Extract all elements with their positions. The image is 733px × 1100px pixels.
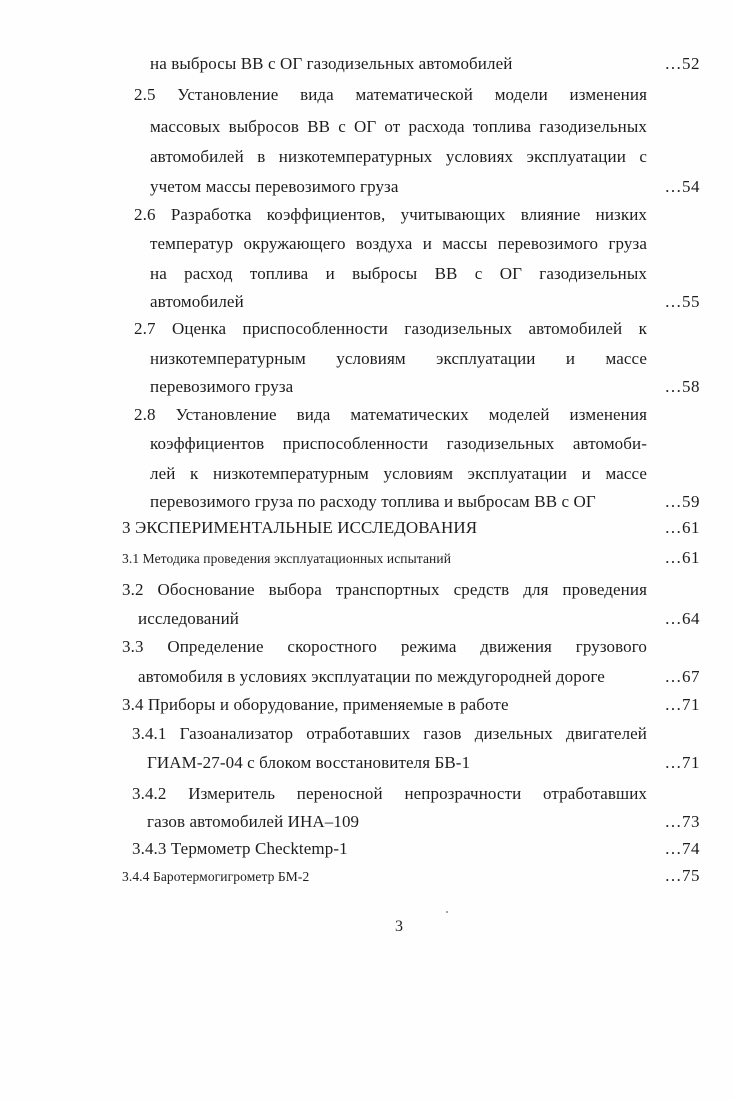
toc-entry-3-3: 3.3 Определение скоростного режима движения грузового	[122, 637, 647, 656]
toc-entry-2-7-cont	[150, 376, 700, 397]
toc-page-number: …71	[664, 753, 700, 772]
toc-entry-2-6-cont	[150, 291, 700, 312]
toc-entry-2-7-cont: низкотемпературным условиям эксплуатации и массе	[150, 349, 647, 368]
scan-speck	[446, 911, 448, 913]
toc-page-number: …61	[664, 548, 700, 567]
toc-page-number: …52	[664, 54, 700, 73]
toc-text: 3.4.3 Термометр Checktemp-1	[132, 839, 348, 858]
toc-entry-2-8-cont: лей к низкотемпературным условиям эксплуатации и массе	[150, 464, 647, 483]
toc-entry-2-8: 2.8 Установление вида математических моделей изменения	[134, 405, 647, 424]
toc-entry-2-6-cont: температур окружающего воздуха и массы перевозимого груза	[150, 234, 647, 253]
toc-entry-3-4-3	[132, 838, 700, 859]
toc-entry-3-4-1-cont	[147, 752, 700, 773]
toc-entry-3-4-2-cont	[147, 811, 700, 832]
toc-page-number: …73	[664, 812, 700, 831]
toc-entry-3-4-1: 3.4.1 Газоанализатор отработавших газов дизельных двигателей	[132, 724, 647, 743]
toc-entry-2-5-cont: автомобилей в низкотемпературных условиях эксплуатации с	[150, 147, 647, 166]
toc-text: 3.4 Приборы и оборудование, применяемые в работе	[122, 695, 509, 714]
toc-text: 3.1 Методика проведения эксплуатационных испытаний	[122, 551, 452, 566]
toc-page-number: …74	[664, 839, 700, 858]
toc-page-number: …61	[664, 518, 700, 537]
toc-entry-2-8-cont	[150, 491, 700, 512]
toc-entry-3-4-2: 3.4.2 Измеритель переносной непрозрачности отработавших	[132, 784, 647, 803]
toc-entry-2-6-cont: на расход топлива и выбросы ВВ с ОГ газодизельных	[150, 264, 647, 283]
toc-text: перевозимого груза	[150, 377, 294, 396]
toc-entry-2-5-cont	[150, 176, 700, 197]
toc-entry-2-6: 2.6 Разработка коэффициентов, учитывающих влияние низких	[134, 205, 647, 224]
toc-entry-3-1	[122, 547, 700, 569]
toc-entry-2-8-cont: коэффициентов приспособленности газодизельных автомоби-	[150, 434, 647, 453]
toc-text: газов автомобилей ИНА–109	[147, 812, 360, 831]
toc-page-number: …58	[664, 377, 700, 396]
toc-entry-2-5-cont: массовых выбросов ВВ с ОГ от расхода топлива газодизельных	[150, 117, 647, 136]
toc-line-2-4-cont	[150, 53, 700, 74]
toc-page-number: …59	[664, 492, 700, 511]
toc-page-number: …64	[664, 609, 700, 628]
toc-page-number: …75	[664, 866, 700, 885]
toc-text: 3 ЭКСПЕРИМЕНТАЛЬНЫЕ ИССЛЕДОВАНИЯ	[122, 518, 478, 537]
toc-entry-3	[122, 517, 700, 538]
toc-text: 3.4.4 Баротермогигрометр БМ-2	[122, 869, 310, 884]
toc-entry-2-5: 2.5 Установление вида математической модели изменения	[134, 85, 647, 104]
toc-entry-2-7: 2.7 Оценка приспособленности газодизельных автомобилей к	[134, 319, 647, 338]
toc-text: ГИАМ-27-04 с блоком восстановителя БВ-1	[147, 753, 471, 772]
toc-text: на выбросы ВВ с ОГ газодизельных автомобилей	[150, 54, 513, 73]
toc-entry-3-2-cont	[138, 608, 700, 629]
toc-page-number: …71	[664, 695, 700, 714]
page-number: 3	[395, 918, 403, 935]
toc-page-number: …67	[664, 667, 700, 686]
toc-page-number: …54	[664, 177, 700, 196]
toc-text: учетом массы перевозимого груза	[150, 177, 399, 196]
toc-page-number: …55	[664, 292, 700, 311]
toc-entry-3-4	[122, 694, 700, 715]
toc-entry-3-2: 3.2 Обоснование выбора транспортных средств для проведения	[122, 580, 647, 599]
toc-text: автомобилей	[150, 292, 244, 311]
toc-entry-3-3-cont	[138, 666, 700, 687]
toc-text: перевозимого груза по расходу топлива и выбросам ВВ с ОГ	[150, 492, 596, 511]
toc-text: автомобиля в условиях эксплуатации по междугородней дороге	[138, 667, 605, 686]
toc-text: исследований	[138, 609, 239, 628]
toc-entry-3-4-4	[122, 865, 700, 887]
